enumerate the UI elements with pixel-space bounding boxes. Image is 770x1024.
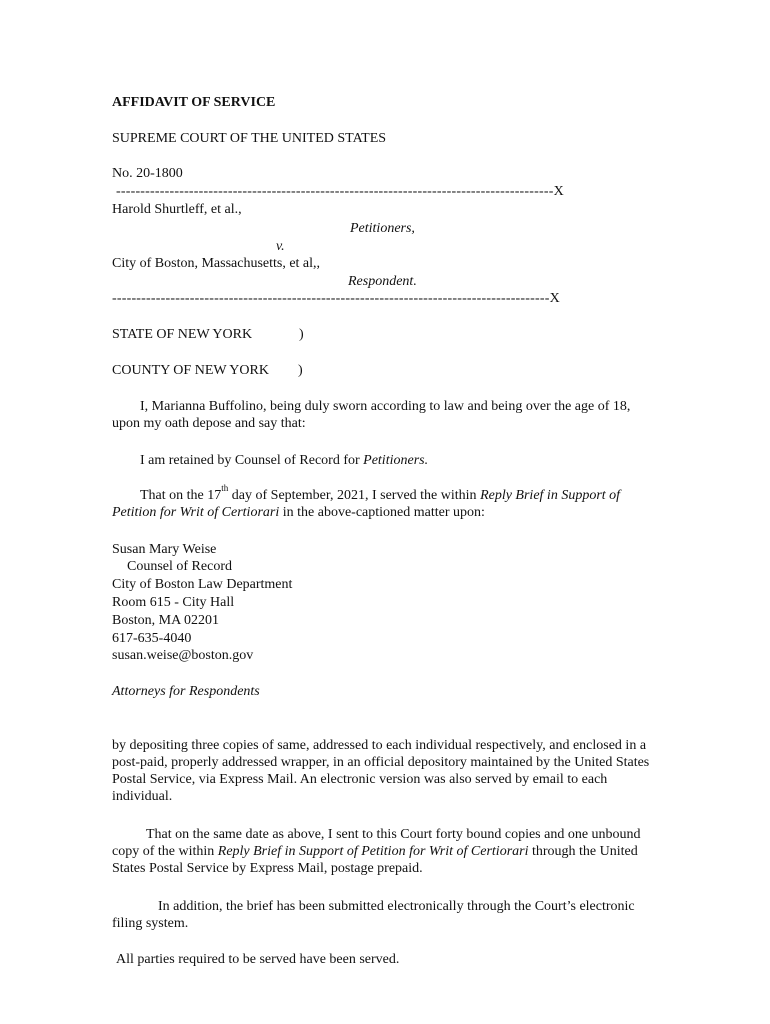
versus: v. <box>276 239 285 254</box>
sworn-paragraph: I, Marianna Buffolino, being duly sworn according to law and being over the age of 18, upon my oath depose and say that: <box>112 399 631 431</box>
served-suffix: in the above-captioned matter upon: <box>279 505 485 520</box>
served-doc-title: Reply Brief in Support of Petition for Writ of Certiorari <box>112 488 621 520</box>
caption-rule-top: ------------------------------------------------------------------------------------------X <box>116 184 564 199</box>
served-paragraph <box>112 483 652 521</box>
county-label: COUNTY OF NEW YORK <box>112 363 269 378</box>
recipient-name: Susan Mary Weise <box>112 542 217 557</box>
court-name: SUPREME COURT OF THE UNITED STATES <box>112 131 387 146</box>
served-prefix: That on the 17 <box>140 488 222 503</box>
recipient-room: Room 615 - City Hall <box>112 595 235 610</box>
recipient-phone: 617-635-4040 <box>112 631 192 646</box>
recipient-email: susan.weise@boston.gov <box>112 648 254 663</box>
recipient-org: City of Boston Law Department <box>112 577 293 592</box>
caption-rule-bottom: ------------------------------------------------------------------------------------------X <box>112 291 560 306</box>
document-title: AFFIDAVIT OF SERVICE <box>112 95 276 110</box>
recipient-city: Boston, MA 02201 <box>112 613 219 628</box>
served-sup: th <box>221 483 229 494</box>
respondent-role: Respondent. <box>348 274 417 289</box>
state-paren: ) <box>299 327 304 342</box>
attorneys-for: Attorneys for Respondents <box>112 684 260 699</box>
served-mid: day of September, 2021, I served the within <box>228 488 481 503</box>
retained-role: Petitioners. <box>363 453 429 468</box>
respondent-name: City of Boston, Massachusetts, et al,, <box>112 256 321 271</box>
court-copies-paragraph <box>112 826 652 877</box>
retained-text: I am retained by Counsel of Record for <box>140 453 364 468</box>
court-prefix: That on the same date as above, I sent to this Court forty bound copies and one unbound copy of the within <box>112 827 641 859</box>
recipient-title: Counsel of Record <box>127 559 232 574</box>
petitioner-role: Petitioners, <box>350 221 415 236</box>
electronic-filing-paragraph: In addition, the brief has been submitted electronically through the Court’s electronic filing system. <box>112 899 635 931</box>
case-number: No. 20-1800 <box>112 166 183 181</box>
county-paren: ) <box>298 363 303 378</box>
state-label: STATE OF NEW YORK <box>112 327 253 342</box>
court-suffix: through the United States Postal Service by Express Mail, postage prepaid. <box>112 844 638 876</box>
deposit-paragraph: by depositing three copies of same, addressed to each individual respectively, and enclosed in a post-paid, properly addressed wrapper, in an official depository maintained by the United States Postal Service, via Express Mail. An electronic version was also served by email to each individual. <box>112 738 650 804</box>
petitioner-name: Harold Shurtleff, et al., <box>112 202 242 217</box>
retained-paragraph <box>140 452 428 469</box>
court-doc-title: Reply Brief in Support of Petition for Writ of Certiorari <box>217 844 529 859</box>
all-served-statement: All parties required to be served have been served. <box>116 952 400 967</box>
